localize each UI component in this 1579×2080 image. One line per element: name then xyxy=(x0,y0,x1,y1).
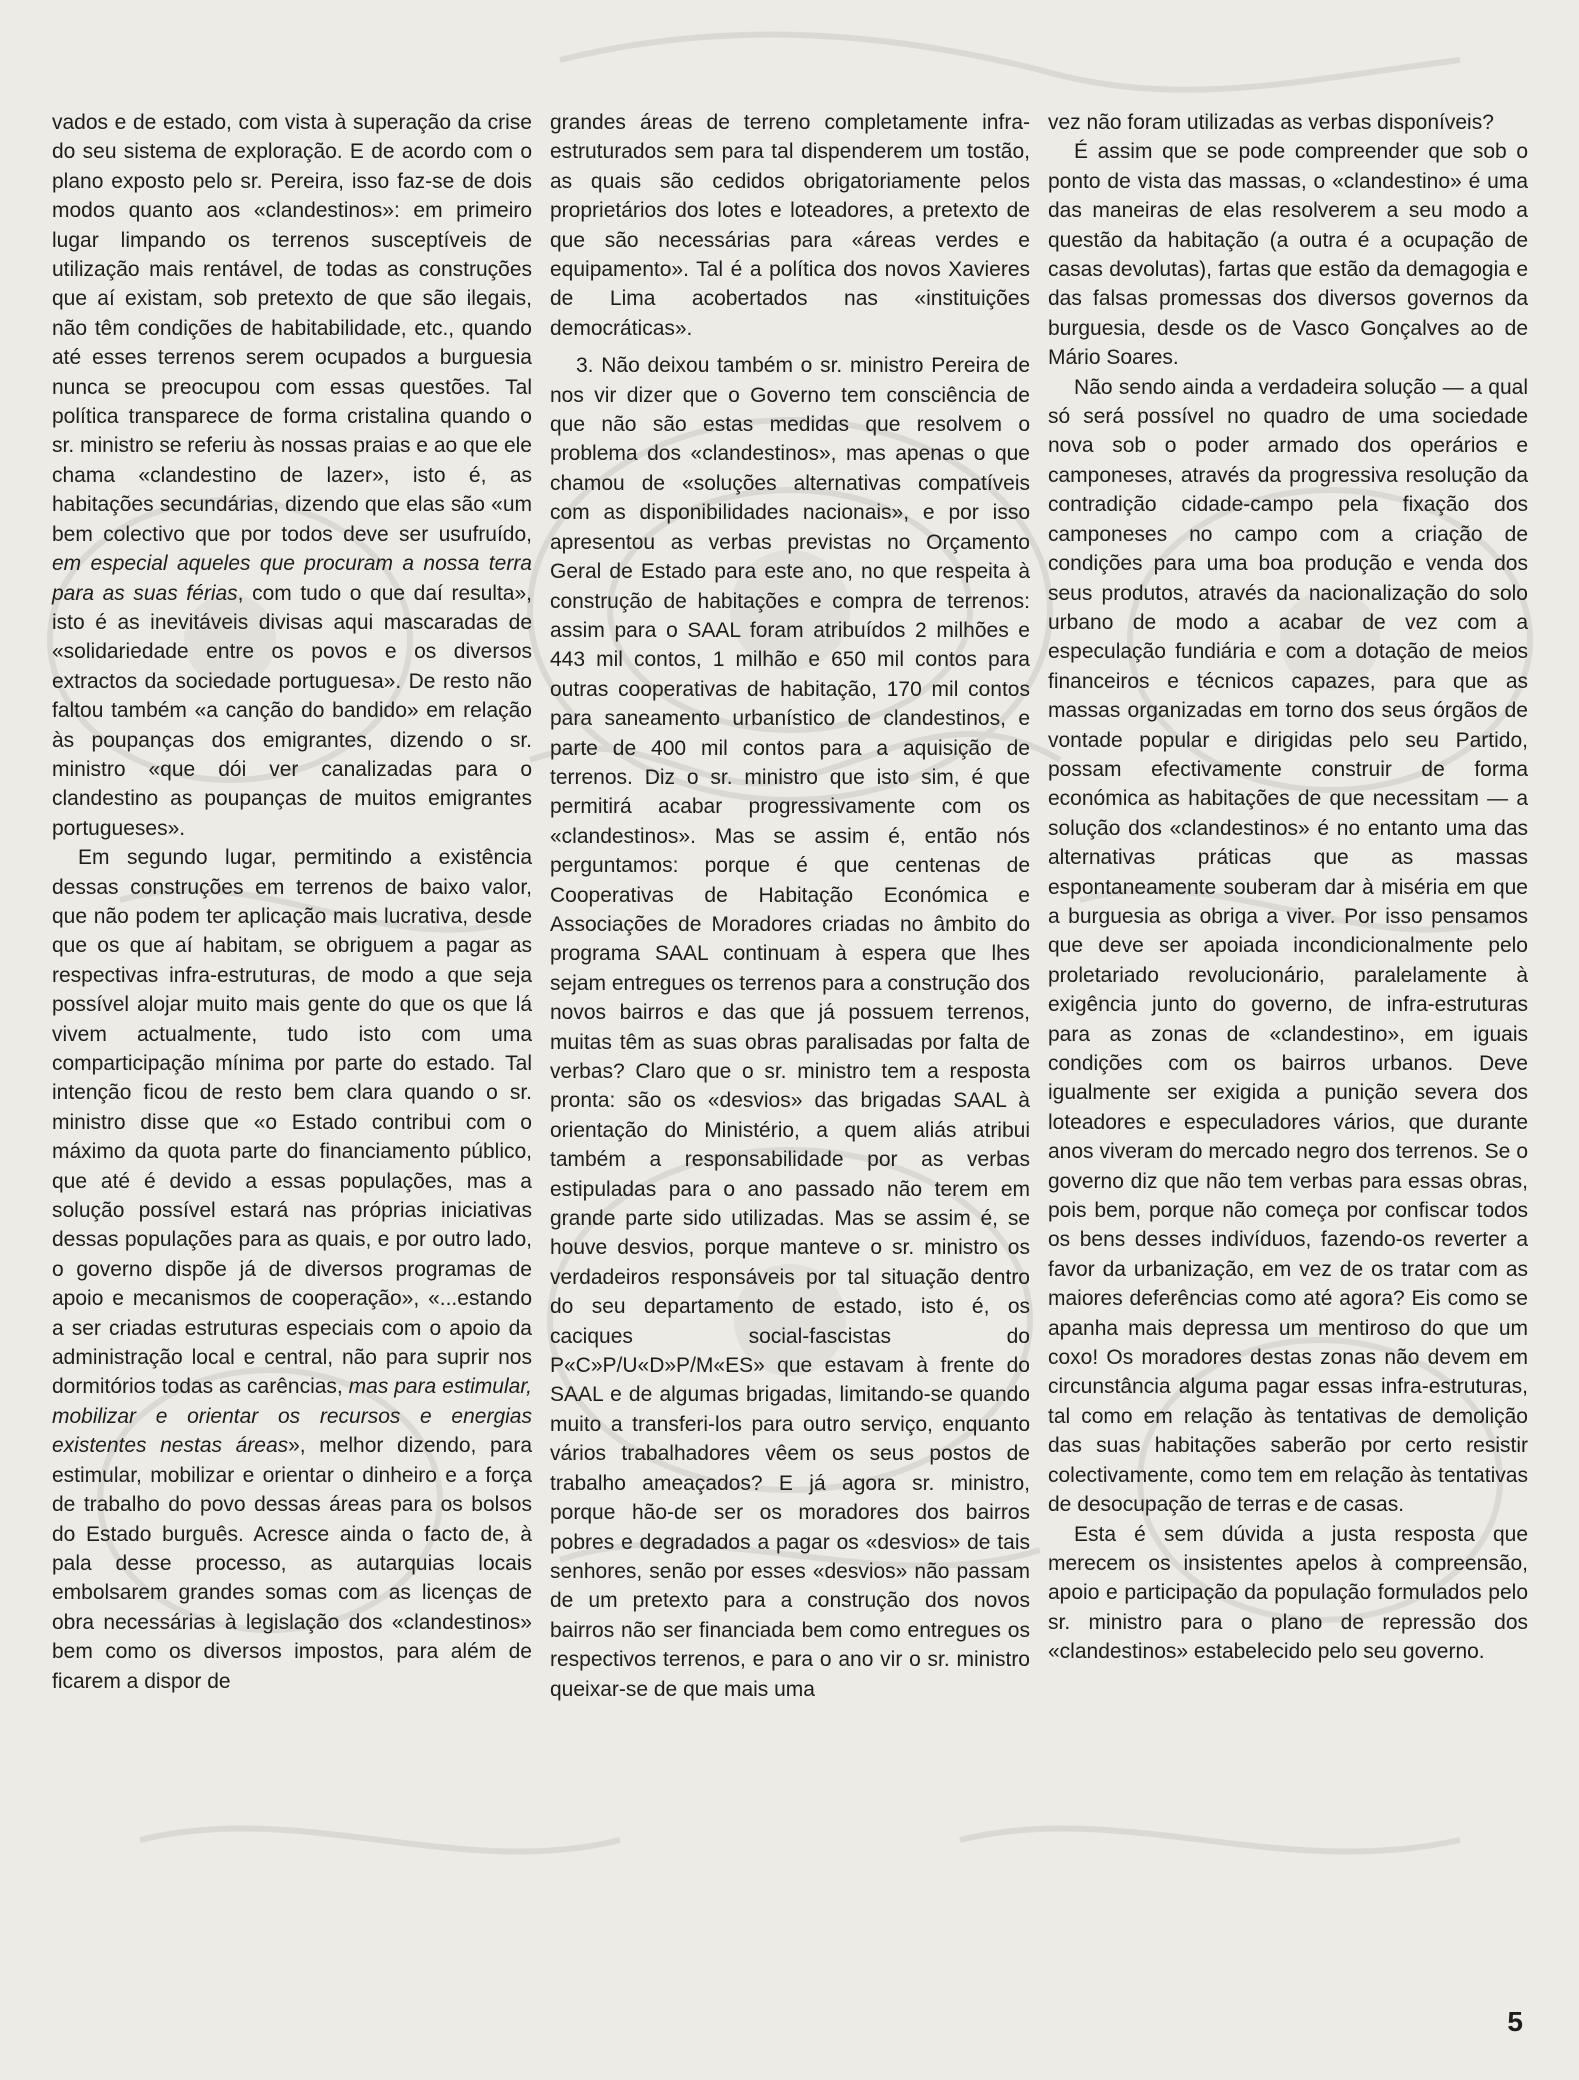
paragraph xyxy=(1048,137,1528,372)
text-span: vez não foram utilizadas as verbas disponíveis? xyxy=(1048,111,1494,134)
paragraph xyxy=(1048,108,1528,137)
italic-span: mas para estimular, mobilizar e orientar os recursos e energias existentes nestas áreas xyxy=(52,1375,532,1458)
paragraph xyxy=(1048,373,1528,1520)
text-span: grandes áreas de terreno completamente infra-estruturados sem para tal dispenderem um tostão, as quais são cedidos obrigatoriamente pelos proprietários dos lotes e loteadores, a pretexto de que são necessárias para «áreas verdes e equipamento». Tal é a política dos novos Xavieres de Lima acobertados nas «instituições democráticas». xyxy=(550,111,1030,340)
text-span: É assim que se pode compreender que sob o ponto de vista das massas, o «clandestino» é uma das maneiras de elas resolverem a seu modo a questão da habitação (a outra é a ocupação de casas devolutas), fartas que estão da demagogia e das falsas promessas dos diversos governos da burguesia, desde os de Vasco Gonçalves ao de Mário Soares. xyxy=(1048,140,1528,370)
text-span: Esta é sem dúvida a justa resposta que merecem os insistentes apelos à compreensão, apoio e participação da população formulados pelo sr. ministro para o plano de repressão dos «clandestinos» estabelecido pelo seu governo. xyxy=(1048,1522,1528,1664)
text-span: vados e de estado, com vista à superação da crise do seu sistema de exploração. E de acordo com o plano exposto pelo sr. Pereira, isso faz-se de dois modos quanto aos «clandestinos»: em primeiro lugar limpando os terrenos susceptíveis de utilização mais rentável, de todas as construções que aí existam, sob pretexto de que são ilegais, não têm condições de habitabilidade, etc., quando até esses terrenos serem ocupados a burguesia nunca se preocupou com essas questões. Tal política transparece de forma cristalina quando o sr. ministro se referiu às nossas praias e ao que ele chama «clandestino de lazer», isto é, as habitações secundárias, dizendo que elas são «um bem colectivo que por todos deve ser usufruído, xyxy=(52,111,532,546)
paragraph xyxy=(52,843,532,1696)
paragraph xyxy=(52,108,532,843)
page-number: 5 xyxy=(1507,2006,1523,2037)
paragraph xyxy=(550,108,1030,343)
paragraph xyxy=(1048,1520,1528,1667)
text-column-2 xyxy=(550,108,1030,1704)
text-column-1 xyxy=(52,108,532,1696)
text-span: Em segundo lugar, permitindo a existência dessas construções em terrenos de baixo valor, que não podem ter aplicação mais lucrativa, desde que os que aí habitam, se obriguem a pagar as respectivas infra-estruturas, de modo a que seja possível alojar muito mais gente do que os que lá vivem actualmente, tudo isto com uma comparticipação mínima por parte do estado. Tal intenção ficou de resto bem clara quando o sr. ministro disse que «o Estado contribui com o máximo da quota parte do financiamento público, que até é devido a essas populações, mas a solução possível estará nas próprias iniciativas dessas populações para as quais, e por outro lado, o governo dispõe já de diversos programas de apoio e mecanismos de cooperação», «...estando a ser criadas estruturas especiais com o apoio da administração local e central, não para suprir nos dormitórios todas as carências, xyxy=(52,846,532,1399)
text-span: Não sendo ainda a verdadeira solução — a qual só será possível no quadro de uma sociedade nova sob o poder armado dos operários e camponeses, através da progressiva resolução da contradição cidade-campo pela fixação dos camponeses no campo com a criação de condições para uma boa produção e venda dos seus produtos, através da nacionalização do solo urbano de modo a acabar de vez com a especulação fundiária e com a dotação de meios financeiros e técnicos capazes, para que as massas organizadas em torno dos seus órgãos de vontade popular e dirigidas pelo seu Partido, possam efectivamente construir de forma económica as habitações de que necessitam — a solução dos «clandestinos» é no entanto uma das alternativas práticas que as massas espontaneamente souberam dar à miséria em que a burguesia as obriga a viver. Por isso pensamos que deve ser apoiada incondicionalmente pelo proletariado revolucionário, paralelamente à exigência junto do governo, de infra-estruturas para as zonas de «clandestino», em iguais condições com os bairros urbanos. Deve igualmente ser exigida a punição severa dos loteadores e especuladores vários, que durante anos viveram do mercado negro dos terrenos. Se o governo diz que não tem verbas para essas obras, pois bem, porque não começa por confiscar todos os bens desses indivíduos, fazendo-os reverter a favor da urbanização, em vez de os tratar com as maiores deferências como até agora? Eis como se apanha mais depressa um mentiroso do que um coxo! Os moradores destas zonas não devem em circunstância alguma pagar essas infra-estruturas, tal como em relação às tentativas de demolição das suas habitações saberão por certo resistir colectivamente, como tem em relação às tentativas de desocupação de terras e de casas. xyxy=(1048,375,1528,1517)
paragraph xyxy=(550,351,1030,1704)
text-span: 3. Não deixou também o sr. ministro Pereira de nos vir dizer que o Governo tem consciência de que não são estas medidas que resolvem o problema dos «clandestinos», mas apenas o que chamou de «soluções alternativas compatíveis com as disponibilidades nacionais», e por isso apresentou as verbas previstas no Orçamento Geral de Estado para este ano, no que respeita à construção de habitações e compra de terrenos: assim para o SAAL foram atribuídos 2 milhões e 443 mil contos, 1 milhão e 650 mil contos para outras cooperativas de habitação, 170 mil contos para saneamento urbanístico de clandestinos, e parte de 400 mil contos para a aquisição de terrenos. Diz o sr. ministro que isto sim, é que permitirá acabar progressivamente com os «clandestinos». Mas se assim é, então nós perguntamos: porque é que centenas de Cooperativas de Habitação Económica e Associações de Moradores criadas no âmbito do programa SAAL continuam à espera que lhes sejam entregues os terrenos para a construção dos novos bairros e das que já possuem terrenos, muitas têm as suas obras paralisadas por falta de verbas? Claro que o sr. ministro tem a resposta pronta: são os «desvios» das brigadas SAAL à orientação do Ministério, a quem aliás atribui também a responsabilidade por as verbas estipuladas para o ano passado não terem em grande parte sido utilizadas. Mas se assim é, se houve desvios, porque manteve o sr. ministro os verdadeiros responsáveis por tal situação dentro do seu departamento de estado, isto é, os caciques social-fascistas do P«C»P/U«D»P/M«ES» que estavam à frente do SAAL e de algumas brigadas, limitando-se quando muito a transferi-los para outro serviço, enquanto vários trabalhadores vêem os seus postos de trabalho ameaçados? E já agora sr. ministro, porque hão-de ser os moradores dos bairros pobres e degradados a pagar os «desvios» de tais senhores, senão por esses «desvios» não passam de um pretexto para a construção dos novos bairros não ser financiada bem como entregues os respectivos terrenos, e para o ano vir o sr. ministro queixar-se de que mais uma xyxy=(550,354,1030,1701)
text-column-3 xyxy=(1048,108,1528,1667)
text-span: , com tudo o que daí resulta», isto é as inevitáveis divisas aqui mascaradas de «solidariedade entre os povos e os diversos extractos da sociedade portuguesa». De resto não faltou também «a canção do bandido» em relação às poupanças dos emigrantes, dizendo o sr. ministro «que dói ver canalizadas para o clandestino as poupanças de muitos emigrantes portugueses». xyxy=(52,581,532,840)
text-span: », melhor dizendo, para estimular, mobilizar e orientar o dinheiro e a força de trabalho do povo dessas áreas para os bolsos do Estado burguês. Acresce ainda o facto de, à pala desse processo, as autarquias locais embolsarem grandes somas com as licenças de obra necessárias à legislação dos «clandestinos» bem como os diversos impostos, para além de ficarem a dispor de xyxy=(52,1434,532,1693)
italic-span: em especial aqueles que procuram a nossa terra para as suas férias xyxy=(52,552,532,605)
